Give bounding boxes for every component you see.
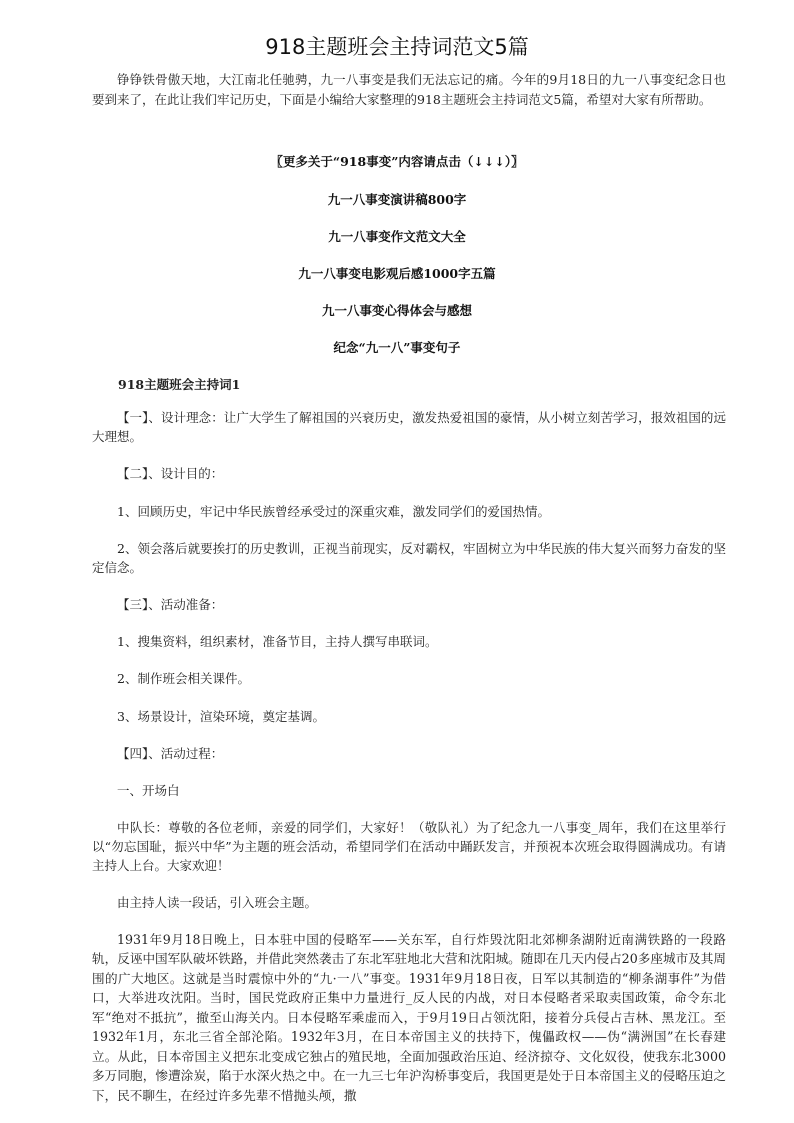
history-paragraph: 1931年9月18日晚上，日本驻中国的侵略军——关东军，自行炸毁沈阳北郊柳条湖附近南满铁路的一段路轨，反诬中国军队破坏铁路，并借此突然袭击了东北军驻地北大营和沈阳城。随即在几天内侵占20多座城市及其周围的广大地区。这就是当时震惊中外的“九·一八”事变。1931年9月18日夜，日军以其制造的“柳条湖事件”为借口，大举进攻沈阳。当时，国民党政府正集中力量进行_反人民的内战，对日本侵略者采取卖国政策，命令东北军“绝对不抵抗”，撤至山海关内。日本侵略军乘虚而入，于9月19日占领沈阳，接着分兵侵占吉林、黑龙江。至1932年1月，东北三省全部沦陷。1932年3月，在日本帝国主义的扶持下，傀儡政权——伪“满洲国”在长春建立。从此，日本帝国主义把东北变成它独占的殖民地，全面加强政治压迫、经济掠夺、文化奴役，使我东北3000多万同胞，惨遭涂炭，陷于水深火热之中。在一九三七年沪沟桥事变后，我国更是处于日本帝国主义的侵略压迫之下，民不聊生，在经过许多先辈不惜抛头颅，撒 bbox=[92, 932, 726, 1103]
opening-speech: 中队长：尊敬的各位老师，亲爱的同学们，大家好！（敬队礼）为了纪念九一八事变_周年，我们在这里举行以“勿忘国耻，振兴中华”为主题的班会活动，希望同学们在活动中踊跃发言，并预祝本次班会取得圆满成功。有请主持人上台。大家欢迎！ bbox=[92, 820, 726, 873]
link-movie-review[interactable]: 九一八事变电影观后感1000字五篇 bbox=[298, 266, 496, 281]
preparation-item-2: 2、制作班会相关课件。 bbox=[117, 671, 250, 686]
intro-paragraph: 铮铮铁骨傲天地，大江南北任驰骋，九一八事变是我们无法忘记的痛。今年的9月18日的九一八事变纪念日也要到来了，在此让我们牢记历史，下面是小编给大家整理的918主题班会主持词范文5篇，希望对大家有所帮助。 bbox=[92, 72, 726, 107]
preparation-item-3: 3、场景设计，渲染环境，奠定基调。 bbox=[117, 709, 325, 724]
link-memorial-sentences[interactable]: 纪念“九一八”事变句子 bbox=[333, 340, 461, 355]
purpose-item-2: 2、领会落后就要挨打的历史教训，正视当前现实，反对霸权，牢固树立为中华民族的伟大复兴而努力奋发的坚定信念。 bbox=[92, 541, 726, 576]
link-speech-800[interactable]: 九一八事变演讲稿800字 bbox=[327, 192, 467, 207]
related-links-header[interactable]: 〖更多关于“918事变”内容请点击（↓↓↓）〗 bbox=[270, 154, 524, 169]
section-heading: 918主题班会主持词1 bbox=[118, 377, 241, 392]
preparation-item-1: 1、搜集资料，组织素材，准备节目，主持人撰写串联词。 bbox=[117, 634, 438, 649]
preparation-heading: 【三】、活动准备： bbox=[117, 597, 224, 612]
link-essay-collection[interactable]: 九一八事变作文范文大全 bbox=[328, 229, 466, 244]
link-reflections[interactable]: 九一八事变心得体会与感想 bbox=[321, 303, 472, 318]
design-purpose-heading: 【二】、设计目的： bbox=[117, 466, 224, 481]
design-concept: 【一】、设计理念：让广大学生了解祖国的兴衰历史，激发热爱祖国的豪情，从小树立刻苦学习，报效祖国的远大理想。 bbox=[92, 410, 726, 445]
opening-heading: 一、开场白 bbox=[117, 783, 180, 798]
process-heading: 【四】、活动过程： bbox=[117, 746, 224, 761]
host-intro-line: 由主持人读一段话，引入班会主题。 bbox=[117, 895, 318, 910]
page-title: 918主题班会主持词范文5篇 bbox=[265, 35, 529, 59]
purpose-item-1: 1、回顾历史，牢记中华民族曾经承受过的深重灾难，激发同学们的爱国热情。 bbox=[117, 504, 550, 519]
